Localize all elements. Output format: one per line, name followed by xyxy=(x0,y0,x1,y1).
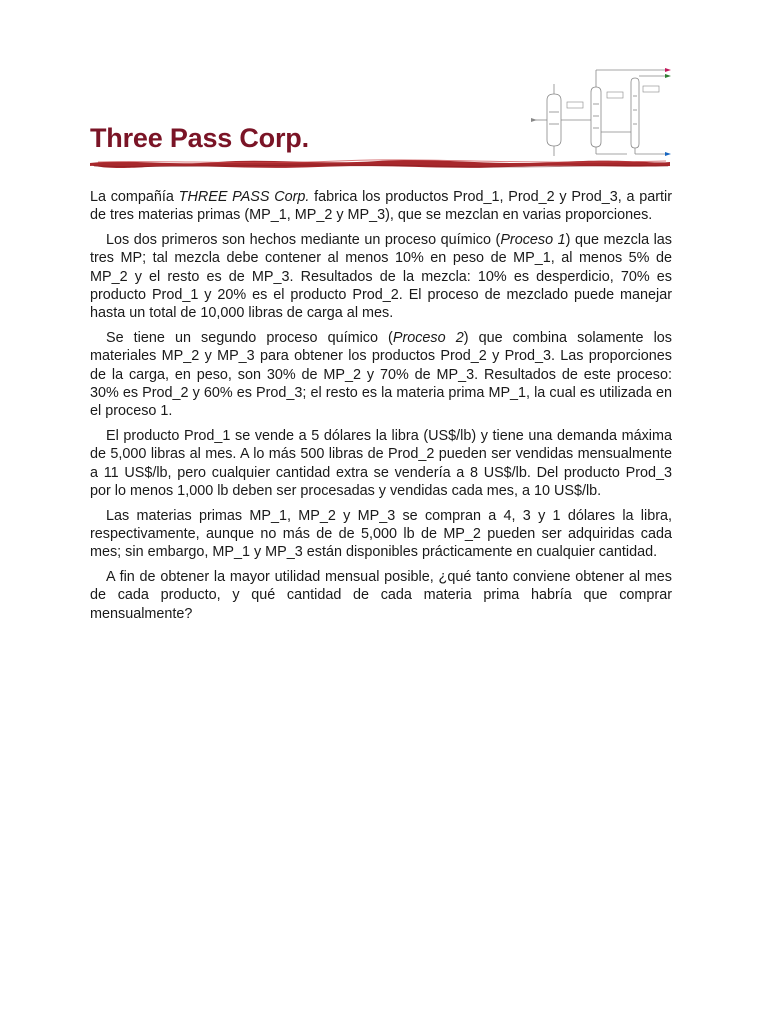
paragraph-6: A fin de obtener la mayor utilidad mensual posible, ¿qué tanto conviene obtener al mes de cada producto, y qué cantidad de cada materia prima habría que comprar mensualmente? xyxy=(90,568,672,622)
paragraph-1: La compañía THREE PASS Corp. fabrica los productos Prod_1, Prod_2 y Prod_3, a partir de tres materias primas (MP_1, MP_2 y MP_3), que se mezclan en varias proporciones. xyxy=(90,189,672,224)
brush-stroke-divider-icon xyxy=(88,157,672,169)
paragraph-5: Las materias primas MP_1, MP_2 y MP_3 se compran a 4, 3 y 1 dólares la libra, respectivamente, aunque no más de de 5,000 lb de MP_2 pueden ser adquiridas cada mes; sin embargo, MP_1 y MP_3 están disponibles prácticamente en cualquier cantidad. xyxy=(90,507,672,561)
paragraph-2: Los dos primeros son hechos mediante un proceso químico (Proceso 1) que mezcla las tres MP; tal mezcla debe contener al menos 10% en peso de MP_1, al menos 5% de MP_2 y el resto es de MP_3. Resultados de la mezcla: 10% es desperdicio, 70% es producto Prod_1 y 20% es el producto Prod_2. El proceso de mezclado puede manejar hasta un total de 10,000 libras de carga al mes. xyxy=(90,231,672,322)
distillation-process-diagram-icon xyxy=(527,62,675,160)
problem-statement xyxy=(90,188,672,629)
paragraph-4: El producto Prod_1 se vende a 5 dólares la libra (US$/lb) y tiene una demanda máxima de 5,000 libras al mes. A lo más 500 libras de Prod_2 pueden ser vendidas mensualmente a 11 US$/lb, pero cualquier cantidad extra se vendería a 8 US$/lb. Del producto Prod_3 por lo menos 1,000 lb deben ser procesadas y vendidas cada mes, a 10 US$/lb. xyxy=(90,427,672,500)
page-title: Three Pass Corp. xyxy=(90,123,309,153)
paragraph-3: Se tiene un segundo proceso químico (Proceso 2) que combina solamente los materiales MP_2 y MP_3 para obtener los productos Prod_2 y Prod_3. Las proporciones de la carga, en peso, son 30% de MP_2 y 70% de MP_3. Resultados de este proceso: 30% es Prod_2 y 60% es Prod_3; el resto es la materia prima MP_1, la cual es utilizada en el proceso 1. xyxy=(90,329,672,420)
